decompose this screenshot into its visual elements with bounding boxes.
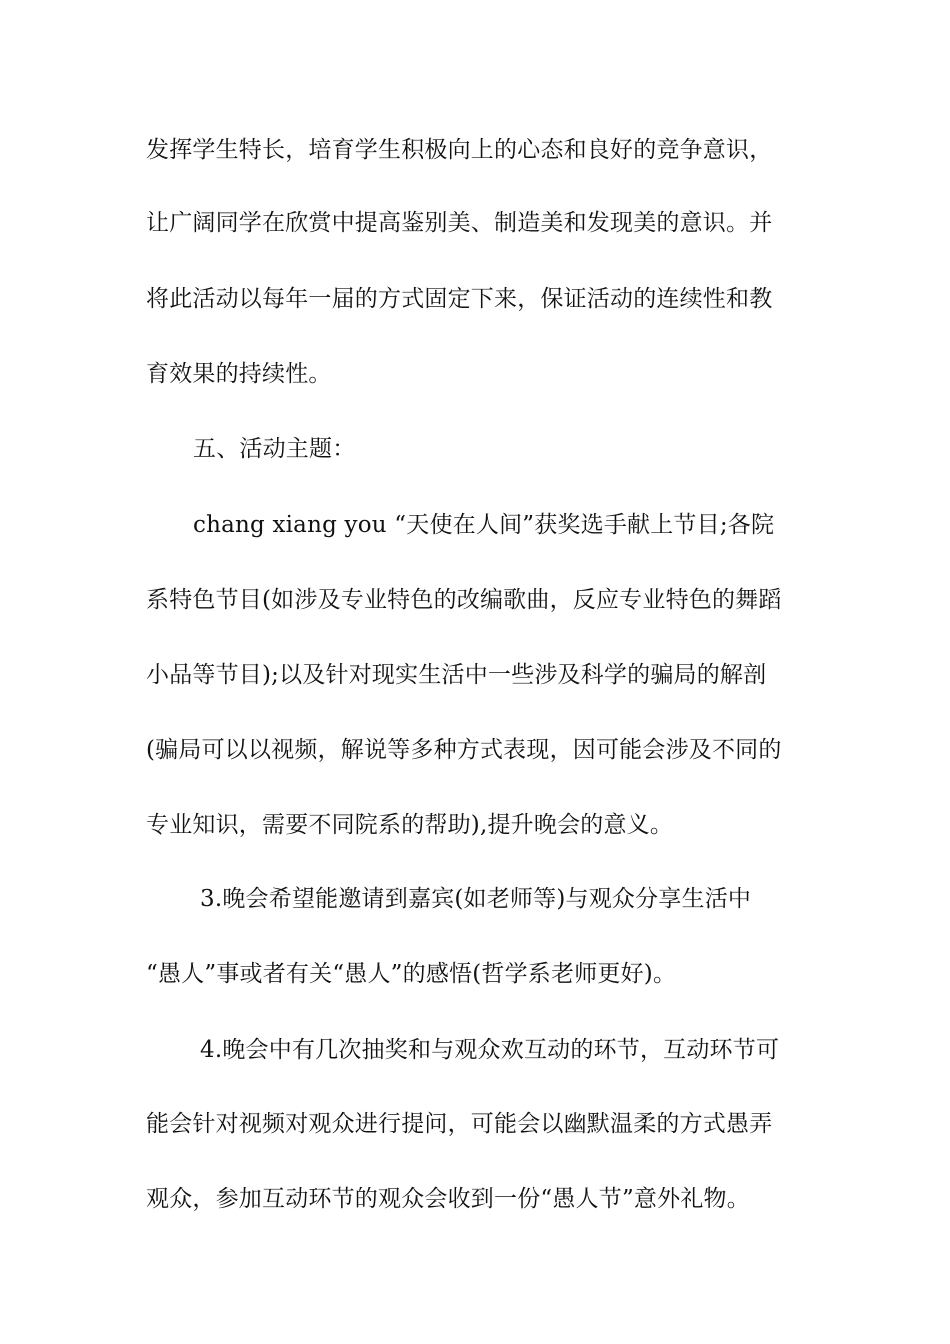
text-line: 将此活动以每年一届的方式固定下来，保证活动的连续性和教 xyxy=(146,286,773,312)
text-line: 能会针对视频对观众进行提问，可能会以幽默温柔的方式愚弄 xyxy=(146,1111,773,1137)
text-line: (骗局可以以视频，解说等多种方式表现，因可能会涉及不同的 xyxy=(146,737,782,763)
text-line: 4.晚会中有几次抽奖和与观众欢互动的环节，互动环节可 xyxy=(200,1037,780,1063)
text-line: 让广阔同学在欣赏中提高鉴别美、制造美和发现美的意识。并 xyxy=(146,210,773,236)
text-line: 发挥学生特长，培育学生积极向上的心态和良好的竞争意识， xyxy=(146,137,773,163)
text-line: 育效果的持续性。 xyxy=(146,361,332,387)
text-line: 专业知识，需要不同院系的帮助),提升晚会的意义。 xyxy=(146,812,674,838)
text-line: 系特色节目(如涉及专业特色的改编歌曲，反应专业特色的舞蹈 xyxy=(146,587,782,613)
text-line: 3.晚会希望能邀请到嘉宾(如老师等)与观众分享生活中 xyxy=(200,886,752,912)
text-line: “愚人”事或者有关“愚人”的感悟(哲学系老师更好)。 xyxy=(146,961,677,987)
text-line: chang xiang you “天使在人间”获奖选手献上节目;各院 xyxy=(193,512,775,538)
text-line: 小品等节目);以及针对现实生活中一些涉及科学的骗局的解剖 xyxy=(146,662,767,688)
section-heading: 五、活动主题： xyxy=(193,436,356,462)
text-line: 观众，参加互动环节的观众会收到一份“愚人节”意外礼物。 xyxy=(146,1186,750,1212)
